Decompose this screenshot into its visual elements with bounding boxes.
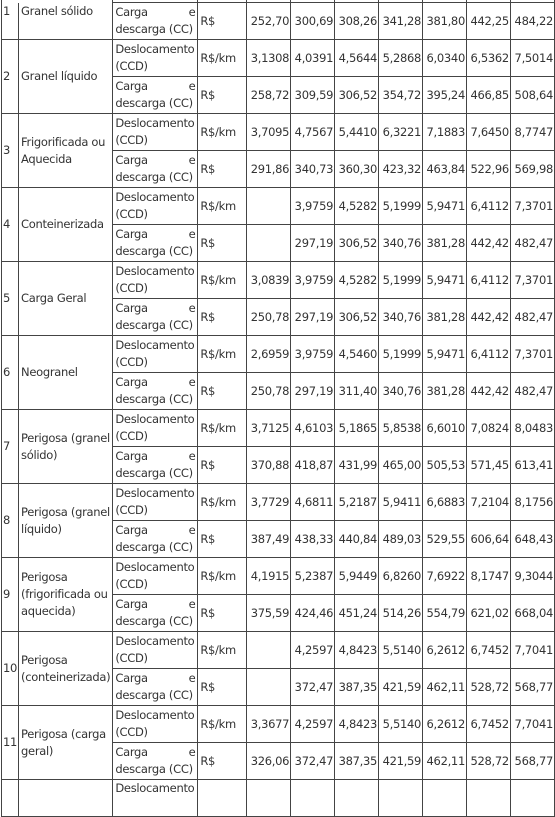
type-cell-carga xyxy=(113,669,198,706)
value-cell: 528,72 xyxy=(466,669,510,706)
value-cell: 7,7041 xyxy=(510,632,554,669)
value-cell: 6,2612 xyxy=(423,706,467,743)
value-cell: 340,76 xyxy=(379,225,423,262)
type-cell-carga xyxy=(113,151,198,188)
unit-cell: R$ xyxy=(198,151,247,188)
value-cell: 354,72 xyxy=(379,77,423,114)
row-name: Frigorificada ou Aquecida xyxy=(19,114,113,188)
value-cell: 381,28 xyxy=(423,373,467,410)
type-cell-desloc: Deslocamento (CCD) xyxy=(113,410,198,447)
value-cell: 381,80 xyxy=(423,3,467,40)
value-cell: 462,11 xyxy=(423,669,467,706)
partial-cell xyxy=(423,780,467,817)
value-cell: 424,46 xyxy=(291,595,335,632)
unit-cell: R$/km xyxy=(198,484,247,521)
value-cell: 340,76 xyxy=(379,299,423,336)
value-cell: 306,52 xyxy=(335,77,379,114)
type-cell-desloc: Deslocamento (CCD) xyxy=(113,558,198,595)
value-cell: 484,22 xyxy=(510,3,554,40)
e-word: e xyxy=(188,5,196,19)
type-cell-desloc: Deslocamento (CCD) xyxy=(113,114,198,151)
value-cell: 5,9471 xyxy=(423,336,467,373)
value-cell: 8,1756 xyxy=(510,484,554,521)
value-cell: 4,7567 xyxy=(291,114,335,151)
value-cell: 6,7452 xyxy=(466,632,510,669)
partial-cell xyxy=(19,780,113,817)
type-cell-desloc: Deslocamento (CCD) xyxy=(113,632,198,669)
value-cell: 4,8423 xyxy=(335,632,379,669)
value-cell: 311,40 xyxy=(335,373,379,410)
unit-cell: R$/km xyxy=(198,632,247,669)
e-word: e xyxy=(188,301,196,315)
value-cell: 7,3701 xyxy=(510,262,554,299)
unit-cell: R$ xyxy=(198,225,247,262)
row-name: Perigosa (granel líquido) xyxy=(19,484,113,558)
type-line xyxy=(115,78,195,95)
value-cell: 529,55 xyxy=(423,521,467,558)
row-index: 11 xyxy=(2,706,19,780)
e-word: e xyxy=(188,523,196,537)
carga-word: Carga xyxy=(115,301,148,315)
value-cell: 6,8260 xyxy=(379,558,423,595)
row-index: 4 xyxy=(2,188,19,262)
value-cell: 489,03 xyxy=(379,521,423,558)
value-cell: 8,0483 xyxy=(510,410,554,447)
descarga-line: descarga (CC) xyxy=(115,614,193,628)
value-cell: 4,0391 xyxy=(291,40,335,77)
value-cell: 395,24 xyxy=(423,77,467,114)
unit-cell: R$/km xyxy=(198,40,247,77)
value-cell: 418,87 xyxy=(291,447,335,484)
value-cell: 568,77 xyxy=(510,743,554,780)
type-cell-carga xyxy=(113,521,198,558)
type-line xyxy=(115,300,195,317)
type-cell-desloc: Deslocamento (CCD) xyxy=(113,262,198,299)
value-cell: 7,2104 xyxy=(466,484,510,521)
value-cell: 340,76 xyxy=(379,373,423,410)
carga-word: Carga xyxy=(115,523,148,537)
value-cell: 3,7125 xyxy=(247,410,291,447)
value-cell: 5,1999 xyxy=(379,188,423,225)
table-row xyxy=(2,262,555,299)
value-cell: 5,5140 xyxy=(379,706,423,743)
table-row xyxy=(2,558,555,595)
type-cell-carga xyxy=(113,595,198,632)
row-name: Neogranel xyxy=(19,336,113,410)
value-cell: 442,42 xyxy=(466,373,510,410)
table-row xyxy=(2,114,555,151)
value-cell: 309,59 xyxy=(291,77,335,114)
value-cell: 482,47 xyxy=(510,299,554,336)
value-cell: 514,26 xyxy=(379,595,423,632)
value-cell: 6,6883 xyxy=(423,484,467,521)
descarga-line: descarga (CC) xyxy=(115,466,193,480)
type-cell-carga xyxy=(113,3,198,40)
row-name: Granel sólido xyxy=(19,3,113,40)
table-row xyxy=(2,410,555,447)
value-cell: 6,4112 xyxy=(466,336,510,373)
table-row xyxy=(2,3,555,40)
value-cell: 505,53 xyxy=(423,447,467,484)
value-cell: 5,1999 xyxy=(379,262,423,299)
unit-cell: R$/km xyxy=(198,262,247,299)
value-cell: 528,72 xyxy=(466,743,510,780)
partial-cell xyxy=(379,780,423,817)
value-cell: 372,47 xyxy=(291,669,335,706)
table-row xyxy=(2,40,555,77)
table-row xyxy=(2,632,555,669)
value-cell: 508,64 xyxy=(510,77,554,114)
type-cell-carga xyxy=(113,373,198,410)
value-cell: 438,33 xyxy=(291,521,335,558)
value-cell: 6,5362 xyxy=(466,40,510,77)
value-cell: 4,5460 xyxy=(335,336,379,373)
value-cell: 4,2597 xyxy=(291,632,335,669)
unit-cell: R$ xyxy=(198,373,247,410)
unit-cell: R$/km xyxy=(198,114,247,151)
value-cell: 442,42 xyxy=(466,299,510,336)
type-line xyxy=(115,596,195,613)
value-cell: 7,3701 xyxy=(510,336,554,373)
value-cell: 7,1883 xyxy=(423,114,467,151)
table-row xyxy=(2,336,555,373)
type-line xyxy=(115,4,195,21)
e-word: e xyxy=(188,79,196,93)
value-cell: 9,3044 xyxy=(510,558,554,595)
descarga-line: descarga (CC) xyxy=(115,762,193,776)
row-index: 3 xyxy=(2,114,19,188)
value-cell: 297,19 xyxy=(291,225,335,262)
value-cell: 606,64 xyxy=(466,521,510,558)
value-cell: 421,59 xyxy=(379,669,423,706)
value-cell: 6,2612 xyxy=(423,632,467,669)
type-cell-desloc: Deslocamento (CCD) xyxy=(113,484,198,521)
unit-cell: R$/km xyxy=(198,336,247,373)
value-cell: 442,42 xyxy=(466,225,510,262)
value-cell: 4,5282 xyxy=(335,188,379,225)
descarga-line: descarga (CC) xyxy=(115,96,193,110)
value-cell: 6,4112 xyxy=(466,188,510,225)
unit-cell: R$/km xyxy=(198,410,247,447)
row-index: 8 xyxy=(2,484,19,558)
type-line xyxy=(115,670,195,687)
type-line xyxy=(115,448,195,465)
value-cell: 250,78 xyxy=(247,373,291,410)
value-cell: 5,2387 xyxy=(291,558,335,595)
row-index: 7 xyxy=(2,410,19,484)
value-cell: 6,7452 xyxy=(466,706,510,743)
table-row xyxy=(2,188,555,225)
value-cell: 648,43 xyxy=(510,521,554,558)
descarga-line: descarga (CC) xyxy=(115,392,193,406)
row-name: Perigosa (carga geral) xyxy=(19,706,113,780)
unit-cell: R$/km xyxy=(198,558,247,595)
value-cell: 370,88 xyxy=(247,447,291,484)
value-cell: 300,69 xyxy=(291,3,335,40)
type-cell-carga xyxy=(113,77,198,114)
e-word: e xyxy=(188,597,196,611)
value-cell: 4,2597 xyxy=(291,706,335,743)
carga-word: Carga xyxy=(115,671,148,685)
carga-word: Carga xyxy=(115,153,148,167)
row-index: 6 xyxy=(2,336,19,410)
value-cell: 4,1915 xyxy=(247,558,291,595)
value-cell: 465,00 xyxy=(379,447,423,484)
descarga-line: descarga (CC) xyxy=(115,318,193,332)
value-cell: 6,0340 xyxy=(423,40,467,77)
value-cell: 3,9759 xyxy=(291,262,335,299)
value-cell: 291,86 xyxy=(247,151,291,188)
row-index: 2 xyxy=(2,40,19,114)
value-cell: 252,70 xyxy=(247,3,291,40)
value-cell: 5,5140 xyxy=(379,632,423,669)
carga-word: Carga xyxy=(115,597,148,611)
value-cell: 3,1308 xyxy=(247,40,291,77)
value-cell: 297,19 xyxy=(291,299,335,336)
value-cell: 421,59 xyxy=(379,743,423,780)
type-line xyxy=(115,374,195,391)
e-word: e xyxy=(188,227,196,241)
value-cell: 522,96 xyxy=(466,151,510,188)
value-cell: 5,2187 xyxy=(335,484,379,521)
row-name: Carga Geral xyxy=(19,262,113,336)
row-name: Conteinerizada xyxy=(19,188,113,262)
value-cell: 571,45 xyxy=(466,447,510,484)
descarga-line: descarga (CC) xyxy=(115,170,193,184)
descarga-line: descarga (CC) xyxy=(115,540,193,554)
row-index: 1 xyxy=(2,3,19,40)
partial-cell xyxy=(2,780,19,817)
unit-cell: R$ xyxy=(198,3,247,40)
table-row xyxy=(2,484,555,521)
value-cell: 6,6010 xyxy=(423,410,467,447)
type-cell-desloc: Deslocamento (CCD) xyxy=(113,40,198,77)
type-cell-desloc: Deslocamento (CCD) xyxy=(113,336,198,373)
row-index: 5 xyxy=(2,262,19,336)
value-cell: 7,5014 xyxy=(510,40,554,77)
type-cell-desloc: Deslocamento (CCD) xyxy=(113,706,198,743)
freight-rates-table xyxy=(1,0,555,817)
value-cell: 5,4410 xyxy=(335,114,379,151)
value-cell: 5,1865 xyxy=(335,410,379,447)
e-word: e xyxy=(188,375,196,389)
unit-cell: R$ xyxy=(198,447,247,484)
value-cell: 387,35 xyxy=(335,669,379,706)
e-word: e xyxy=(188,745,196,759)
row-name: Perigosa (frigorificada ou aquecida) xyxy=(19,558,113,632)
partial-cell xyxy=(291,780,335,817)
value-cell: 431,99 xyxy=(335,447,379,484)
partial-cell xyxy=(198,780,247,817)
unit-cell: R$ xyxy=(198,743,247,780)
value-cell: 423,32 xyxy=(379,151,423,188)
value-cell: 442,25 xyxy=(466,3,510,40)
value-cell xyxy=(247,225,291,262)
row-index: 9 xyxy=(2,558,19,632)
value-cell: 569,98 xyxy=(510,151,554,188)
unit-cell: R$/km xyxy=(198,706,247,743)
value-cell: 3,7729 xyxy=(247,484,291,521)
type-cell-carga xyxy=(113,743,198,780)
unit-cell: R$ xyxy=(198,521,247,558)
value-cell: 5,2868 xyxy=(379,40,423,77)
value-cell: 463,84 xyxy=(423,151,467,188)
table-body xyxy=(2,0,555,817)
value-cell: 6,4112 xyxy=(466,262,510,299)
carga-word: Carga xyxy=(115,79,148,93)
value-cell xyxy=(247,632,291,669)
value-cell: 613,41 xyxy=(510,447,554,484)
carga-word: Carga xyxy=(115,449,148,463)
value-cell: 7,6450 xyxy=(466,114,510,151)
partial-cell xyxy=(510,780,554,817)
value-cell: 5,9471 xyxy=(423,262,467,299)
carga-word: Carga xyxy=(115,745,148,759)
value-cell: 5,9411 xyxy=(379,484,423,521)
e-word: e xyxy=(188,153,196,167)
e-word: e xyxy=(188,671,196,685)
value-cell: 2,6959 xyxy=(247,336,291,373)
value-cell: 372,47 xyxy=(291,743,335,780)
value-cell xyxy=(247,669,291,706)
value-cell: 381,28 xyxy=(423,225,467,262)
row-index: 10 xyxy=(2,632,19,706)
value-cell: 360,30 xyxy=(335,151,379,188)
value-cell: 4,5644 xyxy=(335,40,379,77)
value-cell: 554,79 xyxy=(423,595,467,632)
value-cell: 5,9449 xyxy=(335,558,379,595)
value-cell: 3,7095 xyxy=(247,114,291,151)
type-cell-carga xyxy=(113,447,198,484)
value-cell: 341,28 xyxy=(379,3,423,40)
value-cell: 387,35 xyxy=(335,743,379,780)
row-name: Granel líquido xyxy=(19,40,113,114)
row-name: Perigosa (granel sólido) xyxy=(19,410,113,484)
table-row xyxy=(2,706,555,743)
value-cell: 7,7041 xyxy=(510,706,554,743)
value-cell: 308,26 xyxy=(335,3,379,40)
type-cell-partial: Deslocamento xyxy=(113,780,198,817)
value-cell: 340,73 xyxy=(291,151,335,188)
value-cell: 5,8538 xyxy=(379,410,423,447)
value-cell: 482,47 xyxy=(510,373,554,410)
descarga-line: descarga (CC) xyxy=(115,22,193,36)
type-line xyxy=(115,522,195,539)
value-cell: 462,11 xyxy=(423,743,467,780)
value-cell: 8,7747 xyxy=(510,114,554,151)
value-cell: 381,28 xyxy=(423,299,467,336)
table-row-partial-bottom xyxy=(2,780,555,817)
value-cell: 5,1999 xyxy=(379,336,423,373)
unit-cell: R$ xyxy=(198,595,247,632)
e-word: e xyxy=(188,449,196,463)
partial-cell xyxy=(247,780,291,817)
partial-cell xyxy=(466,780,510,817)
carga-word: Carga xyxy=(115,227,148,241)
value-cell: 3,3677 xyxy=(247,706,291,743)
value-cell: 3,0839 xyxy=(247,262,291,299)
value-cell: 7,3701 xyxy=(510,188,554,225)
type-line xyxy=(115,226,195,243)
type-cell-desloc: Deslocamento (CCD) xyxy=(113,188,198,225)
value-cell xyxy=(247,188,291,225)
unit-cell: R$ xyxy=(198,77,247,114)
value-cell: 7,6922 xyxy=(423,558,467,595)
value-cell: 3,9759 xyxy=(291,188,335,225)
value-cell: 326,06 xyxy=(247,743,291,780)
carga-word: Carga xyxy=(115,5,148,19)
partial-cell xyxy=(335,780,379,817)
descarga-line: descarga (CC) xyxy=(115,688,193,702)
value-cell: 621,02 xyxy=(466,595,510,632)
unit-cell: R$ xyxy=(198,299,247,336)
value-cell: 482,47 xyxy=(510,225,554,262)
value-cell: 4,6811 xyxy=(291,484,335,521)
type-cell-carga xyxy=(113,225,198,262)
value-cell: 451,24 xyxy=(335,595,379,632)
value-cell: 668,04 xyxy=(510,595,554,632)
value-cell: 4,6103 xyxy=(291,410,335,447)
value-cell: 6,3221 xyxy=(379,114,423,151)
carga-word: Carga xyxy=(115,375,148,389)
type-line xyxy=(115,744,195,761)
value-cell: 250,78 xyxy=(247,299,291,336)
unit-cell: R$ xyxy=(198,669,247,706)
unit-cell: R$/km xyxy=(198,188,247,225)
value-cell: 440,84 xyxy=(335,521,379,558)
value-cell: 568,77 xyxy=(510,669,554,706)
descarga-line: descarga (CC) xyxy=(115,244,193,258)
value-cell: 4,5282 xyxy=(335,262,379,299)
value-cell: 387,49 xyxy=(247,521,291,558)
value-cell: 297,19 xyxy=(291,373,335,410)
value-cell: 258,72 xyxy=(247,77,291,114)
value-cell: 4,8423 xyxy=(335,706,379,743)
type-cell-carga xyxy=(113,299,198,336)
value-cell: 8,1747 xyxy=(466,558,510,595)
type-line xyxy=(115,152,195,169)
row-name: Perigosa (conteinerizada) xyxy=(19,632,113,706)
value-cell: 7,0824 xyxy=(466,410,510,447)
value-cell: 5,9471 xyxy=(423,188,467,225)
value-cell: 466,85 xyxy=(466,77,510,114)
value-cell: 3,9759 xyxy=(291,336,335,373)
value-cell: 375,59 xyxy=(247,595,291,632)
value-cell: 306,52 xyxy=(335,225,379,262)
value-cell: 306,52 xyxy=(335,299,379,336)
